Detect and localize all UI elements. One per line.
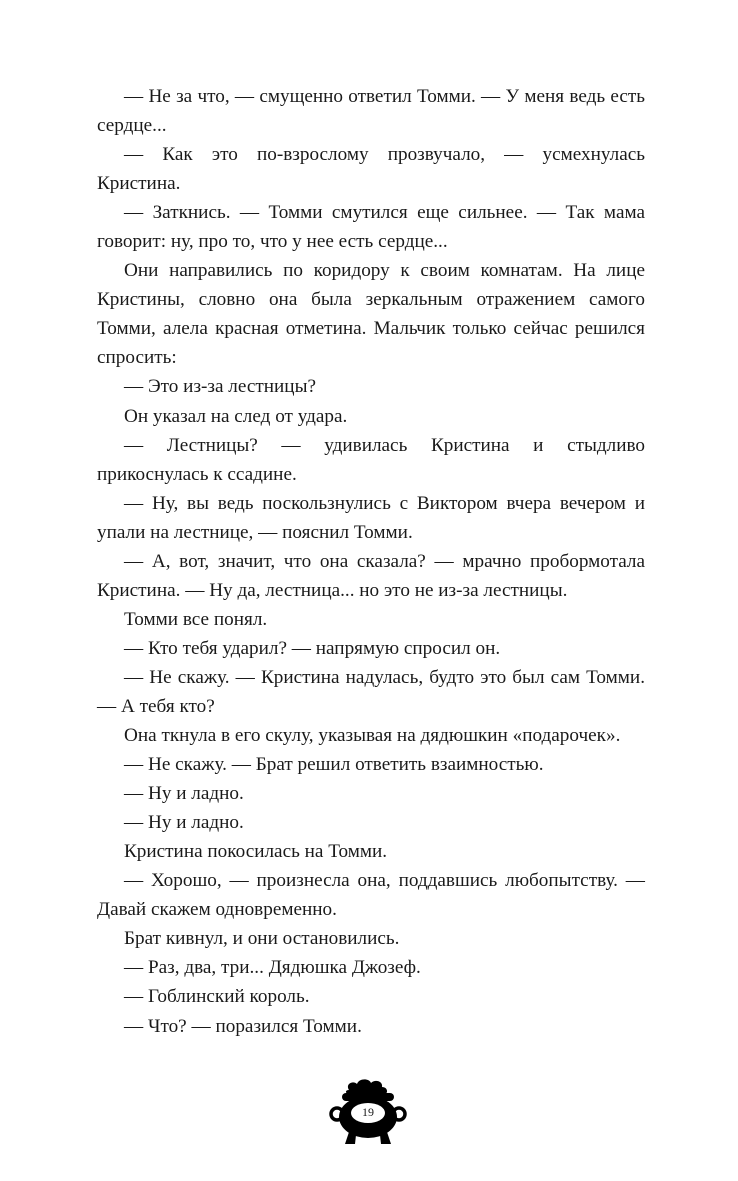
- cauldron-smoke: [346, 1079, 387, 1095]
- paragraph: Томми все понял.: [124, 608, 268, 630]
- paragraph: — Хорошо, — произнесла она, поддавшись любопытству. — Давай скажем одновременно.: [97, 870, 645, 921]
- paragraph: — Гоблинский король.: [124, 986, 310, 1008]
- paragraph: — Ну и ладно.: [124, 783, 244, 805]
- page-folio: [0, 1076, 738, 1146]
- paragraph: — Заткнись. — Томми смутился еще сильнее. — Так мама говорит: ну, про то, что у нее есть сердце...: [97, 202, 645, 253]
- paragraph: Они направились по коридору к своим комнатам. На лице Кристины, словно она была зеркальным отражением самого Томми, алела красная отметина. Мальчик только сейчас решился спросить:: [97, 260, 645, 369]
- paragraph: — Как это по-взрослому прозвучало, — усмехнулась Кристина.: [97, 144, 645, 195]
- paragraph: Он указал на след от удара.: [124, 405, 348, 427]
- paragraph: — Это из-за лестницы?: [124, 376, 316, 398]
- page-number: 19: [362, 1105, 374, 1119]
- paragraph: Она ткнула в его скулу, указывая на дядюшкин «подарочек».: [124, 725, 621, 747]
- paragraph: Кристина покосилась на Томми.: [124, 841, 388, 863]
- paragraph: — А, вот, значит, что она сказала? — мрачно пробормотала Кристина. — Ну да, лестница... но это не из-за лестницы.: [97, 550, 645, 601]
- paragraph: — Ну и ладно.: [124, 812, 244, 834]
- paragraph: — Кто тебя ударил? — напрямую спросил он.: [124, 637, 501, 659]
- paragraph: — Лестницы? — удивилась Кристина и стыдливо прикоснулась к ссадине.: [97, 434, 645, 485]
- paragraph: — Раз, два, три... Дядюшка Джозеф.: [124, 957, 421, 979]
- paragraph: — Что? — поразился Томми.: [124, 1015, 362, 1037]
- paragraph: — Ну, вы ведь поскользнулись с Виктором вчера вечером и упали на лестнице, — пояснил Томми.: [97, 492, 645, 543]
- paragraph: — Не за что, — смущенно ответил Томми. — У меня ведь есть сердце...: [97, 86, 645, 137]
- paragraph: — Не скажу. — Брат решил ответить взаимностью.: [124, 754, 544, 776]
- page-text-block: [97, 82, 645, 1041]
- paragraph: — Не скажу. — Кристина надулась, будто это был сам Томми. — А тебя кто?: [97, 666, 645, 717]
- paragraph: Брат кивнул, и они остановились.: [124, 928, 400, 950]
